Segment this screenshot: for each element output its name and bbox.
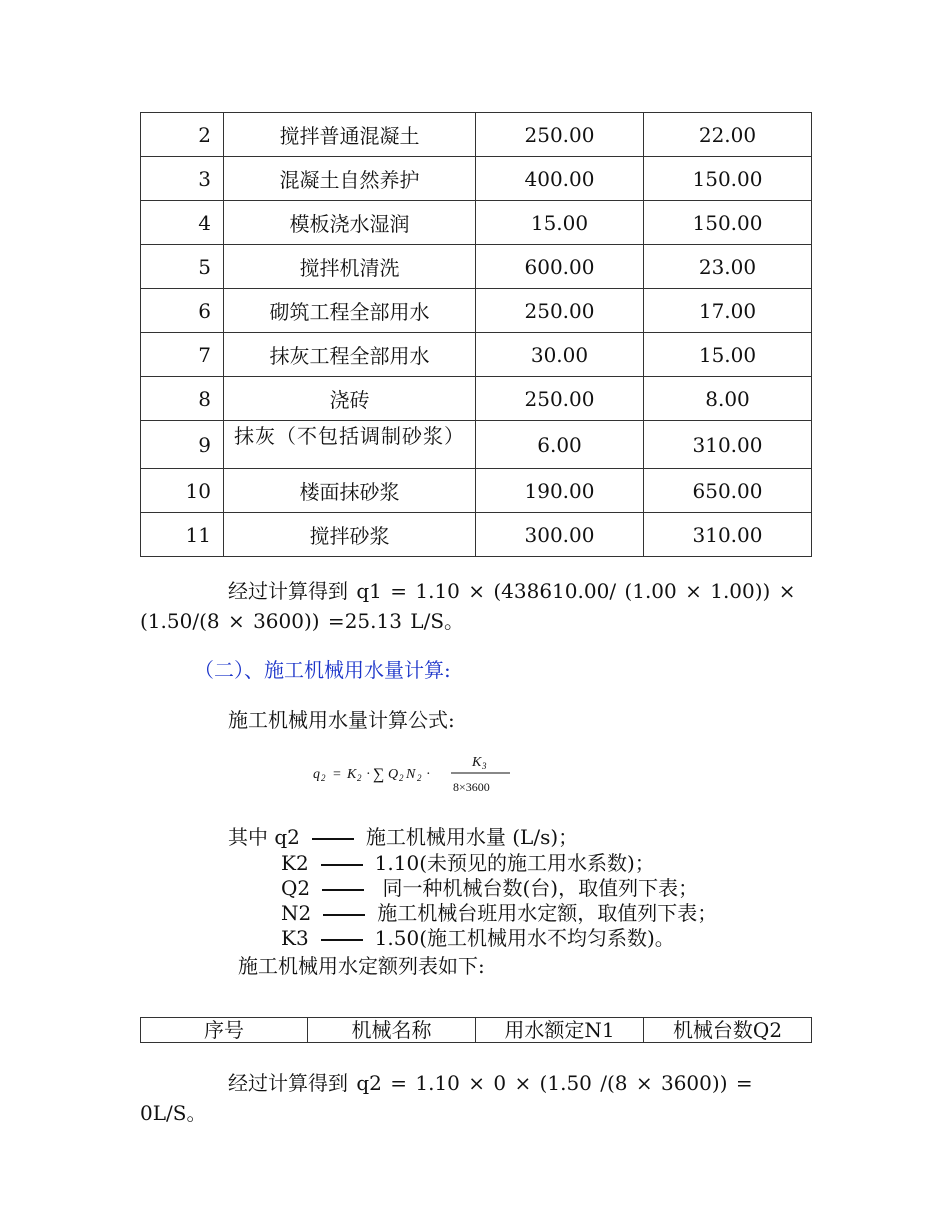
row-quota-cell: 250.00 (476, 289, 644, 333)
q1-result-paragraph: 经过计算得到 q1 = 1.10 × (438610.00/ (1.00 × 1.00)) × (1.50/(8 × 3600)) =25.13 L/S。 (140, 579, 796, 633)
row-item-cell (224, 421, 476, 469)
header-cell-machine-count: 机械台数Q2 (644, 1018, 812, 1043)
definition-row-q2 (228, 824, 578, 850)
em-dash (322, 889, 364, 891)
table-row (141, 333, 812, 377)
row-quota-cell: 600.00 (476, 245, 644, 289)
definition-symbol: K3 (281, 926, 309, 950)
formula-denominator: 8×3600 (453, 780, 490, 794)
definition-lead: 其中 (228, 825, 268, 849)
table-row (141, 469, 812, 513)
formula-q: Q (388, 767, 399, 782)
svg-text:=: = (333, 767, 341, 782)
row-index-cell: 10 (141, 469, 224, 513)
row-quota-cell: 30.00 (476, 333, 644, 377)
row-index-cell: 2 (141, 113, 224, 157)
table-row (141, 513, 812, 557)
row-quota-cell: 6.00 (476, 421, 644, 469)
row-item-cell: 模板浇水湿润 (224, 201, 476, 245)
water-formula (313, 746, 523, 798)
formula-q-sub: 2 (399, 773, 404, 783)
header-cell-water-quota: 用水额定N1 (476, 1018, 644, 1043)
definition-symbol: Q2 (281, 876, 311, 900)
section-heading: （二）、施工机械用水量计算: (194, 658, 451, 682)
row-item-cell: 砌筑工程全部用水 (224, 289, 476, 333)
svg-text:·: · (366, 767, 371, 782)
definition-text: 同一种机械台数(台)，取值列下表； (376, 876, 699, 900)
table-row (141, 157, 812, 201)
definition-text: 1.10(未预见的施工用水系数)； (374, 851, 655, 875)
header-cell-index: 序号 (141, 1018, 308, 1043)
formula-intro: 施工机械用水量计算公式: (228, 708, 455, 732)
row-index-cell: 9 (141, 421, 224, 469)
formula-lhs: q (313, 767, 320, 782)
row-index-cell: 7 (141, 333, 224, 377)
table-row (141, 245, 812, 289)
water-usage-table-body (141, 113, 812, 557)
row-index-cell: 6 (141, 289, 224, 333)
definition-text: 施工机械用水量 (L/s)； (365, 825, 579, 849)
row-amount-cell: 23.00 (644, 245, 812, 289)
formula-sum: ∑ (373, 766, 385, 783)
machine-table-intro: 施工机械用水定额列表如下: (238, 954, 485, 978)
row-quota-cell: 400.00 (476, 157, 644, 201)
row-amount-cell: 650.00 (644, 469, 812, 513)
row-amount-cell: 17.00 (644, 289, 812, 333)
row-quota-cell: 190.00 (476, 469, 644, 513)
header-cell-machine-name: 机械名称 (308, 1018, 476, 1043)
row-item-cell: 搅拌普通混凝土 (224, 113, 476, 157)
definition-row-k2 (281, 850, 655, 876)
em-dash (321, 864, 363, 866)
formula-lhs-sub: 2 (321, 773, 326, 783)
row-amount-cell: 310.00 (644, 421, 812, 469)
row-item-cell: 浇砖 (224, 377, 476, 421)
row-item-text: 抹灰（不包括调制砂浆） (234, 425, 465, 448)
formula-n: N (406, 767, 416, 782)
definition-row-k3 (281, 925, 675, 951)
row-amount-cell: 150.00 (644, 201, 812, 245)
row-quota-cell: 300.00 (476, 513, 644, 557)
definition-text: 施工机械台班用水定额，取值列下表； (377, 901, 718, 925)
formula-n-sub: 2 (417, 773, 422, 783)
formula-numerator-sub: 3 (482, 761, 487, 771)
row-amount-cell: 22.00 (644, 113, 812, 157)
row-amount-cell: 15.00 (644, 333, 812, 377)
table-row (141, 377, 812, 421)
em-dash (323, 914, 365, 916)
em-dash (321, 939, 363, 941)
row-amount-cell: 310.00 (644, 513, 812, 557)
water-usage-table (140, 112, 812, 557)
definition-row-q2-count (281, 875, 698, 901)
row-item-cell: 抹灰工程全部用水 (224, 333, 476, 377)
em-dash (312, 838, 354, 840)
table-row (141, 113, 812, 157)
formula-k: K (347, 767, 357, 782)
formula-numerator: K (472, 755, 482, 770)
row-amount-cell: 8.00 (644, 377, 812, 421)
svg-text:·: · (426, 767, 431, 782)
row-item-cell: 搅拌砂浆 (224, 513, 476, 557)
table-row (141, 289, 812, 333)
definition-symbol: N2 (281, 901, 312, 925)
row-item-cell: 楼面抹砂浆 (224, 469, 476, 513)
row-index-cell: 8 (141, 377, 224, 421)
definition-row-n2 (281, 900, 717, 926)
definition-symbol: K2 (281, 851, 309, 875)
formula-k-sub: 2 (357, 773, 362, 783)
row-index-cell: 3 (141, 157, 224, 201)
row-quota-cell: 250.00 (476, 113, 644, 157)
row-item-cell: 混凝土自然养护 (224, 157, 476, 201)
row-item-cell: 搅拌机清洗 (224, 245, 476, 289)
row-index-cell: 4 (141, 201, 224, 245)
definition-symbol: q2 (274, 825, 300, 849)
table-row (141, 201, 812, 245)
machine-water-table (140, 1017, 812, 1043)
row-index-cell: 5 (141, 245, 224, 289)
definition-text: 1.50(施工机械用水不均匀系数)。 (374, 926, 675, 950)
row-quota-cell: 15.00 (476, 201, 644, 245)
table-row (141, 421, 812, 469)
q2-result-paragraph: 经过计算得到 q2 = 1.10 × 0 × (1.50 /(8 × 3600)) = 0L/S。 (140, 1071, 753, 1125)
machine-table-header-row (141, 1018, 812, 1043)
row-quota-cell: 250.00 (476, 377, 644, 421)
row-index-cell: 11 (141, 513, 224, 557)
row-amount-cell: 150.00 (644, 157, 812, 201)
